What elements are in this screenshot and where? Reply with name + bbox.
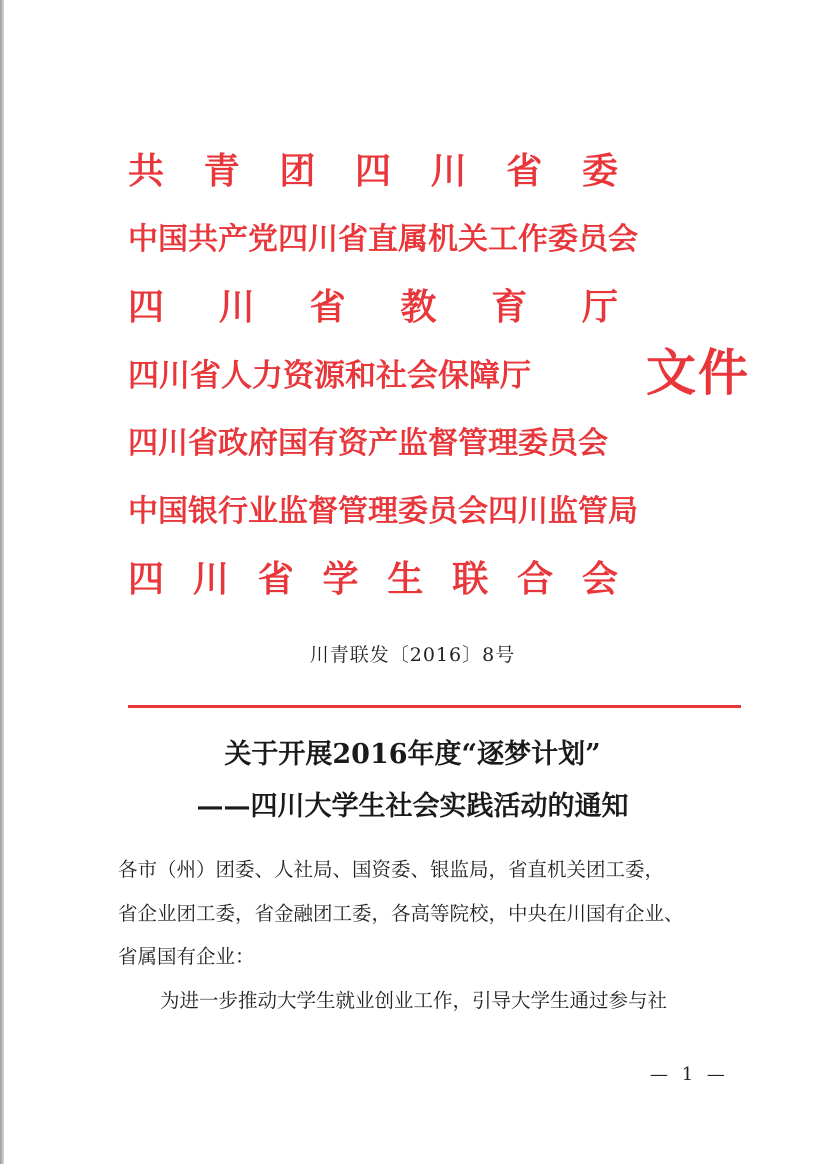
issuer-char: 省: [257, 559, 294, 600]
issuer-cbrc-sichuan: 中国银行业监督管理委员会四川监管局: [128, 494, 638, 529]
issuer-student-federation: [128, 546, 618, 614]
document-body: [118, 848, 748, 1022]
issuer-char: 共: [128, 151, 165, 192]
paragraph-line: 为进一步推动大学生就业创业工作，引导大学生通过参与社: [160, 988, 668, 1012]
issuer-char: 四: [128, 559, 165, 600]
page-edge: [0, 0, 4, 1164]
issuer-char: 川: [218, 287, 255, 328]
document-label: 文件: [646, 344, 750, 402]
addressee-line: 省属国有企业：: [118, 945, 255, 968]
issuer-human-resources-department: 四川省人力资源和社会保障厅: [128, 358, 531, 394]
issuer-char: 学: [322, 559, 359, 600]
page-number: — 1 —: [650, 1064, 729, 1085]
issuer-char: 团: [279, 151, 316, 192]
document-number: 川青联发〔2016〕8号: [309, 644, 516, 666]
issuer-char: 省: [506, 151, 543, 192]
issuer-char: 四: [128, 287, 165, 328]
issuer-char: 青: [203, 151, 240, 192]
issuer-party-working-committee: 中国共产党四川省直属机关工作委员会: [128, 222, 638, 257]
red-divider: [128, 705, 741, 708]
issuer-char: 教: [400, 287, 437, 328]
issuer-char: 联: [452, 559, 489, 600]
issuer-char: 四: [354, 151, 391, 192]
addressee-line: 省企业团工委，省金融团工委，各高等院校，中央在川国有企业、: [118, 901, 684, 925]
title-line-1: 关于开展2016年度“逐梦计划”: [224, 739, 601, 770]
issuer-youth-league: [128, 138, 618, 206]
issuer-char: 生: [387, 559, 424, 600]
issuer-char: 育: [491, 287, 528, 328]
issuer-education-department: [128, 274, 618, 342]
issuer-char: 川: [430, 151, 467, 192]
issuer-char: 合: [517, 559, 554, 600]
issuer-char: 委: [581, 151, 618, 192]
issuer-char: 厅: [581, 287, 618, 328]
addressee-line: 各市（州）团委、人社局、国资委、银监局，省直机关团工委，: [118, 858, 665, 881]
issuer-list: [128, 138, 638, 614]
issuer-char: 省: [309, 287, 346, 328]
title-line-2: ——四川大学生社会实践活动的通知: [196, 791, 629, 822]
issuer-char: 川: [192, 559, 229, 600]
issuer-sasac: 四川省政府国有资产监督管理委员会: [128, 426, 608, 461]
issuer-char: 会: [581, 559, 618, 600]
